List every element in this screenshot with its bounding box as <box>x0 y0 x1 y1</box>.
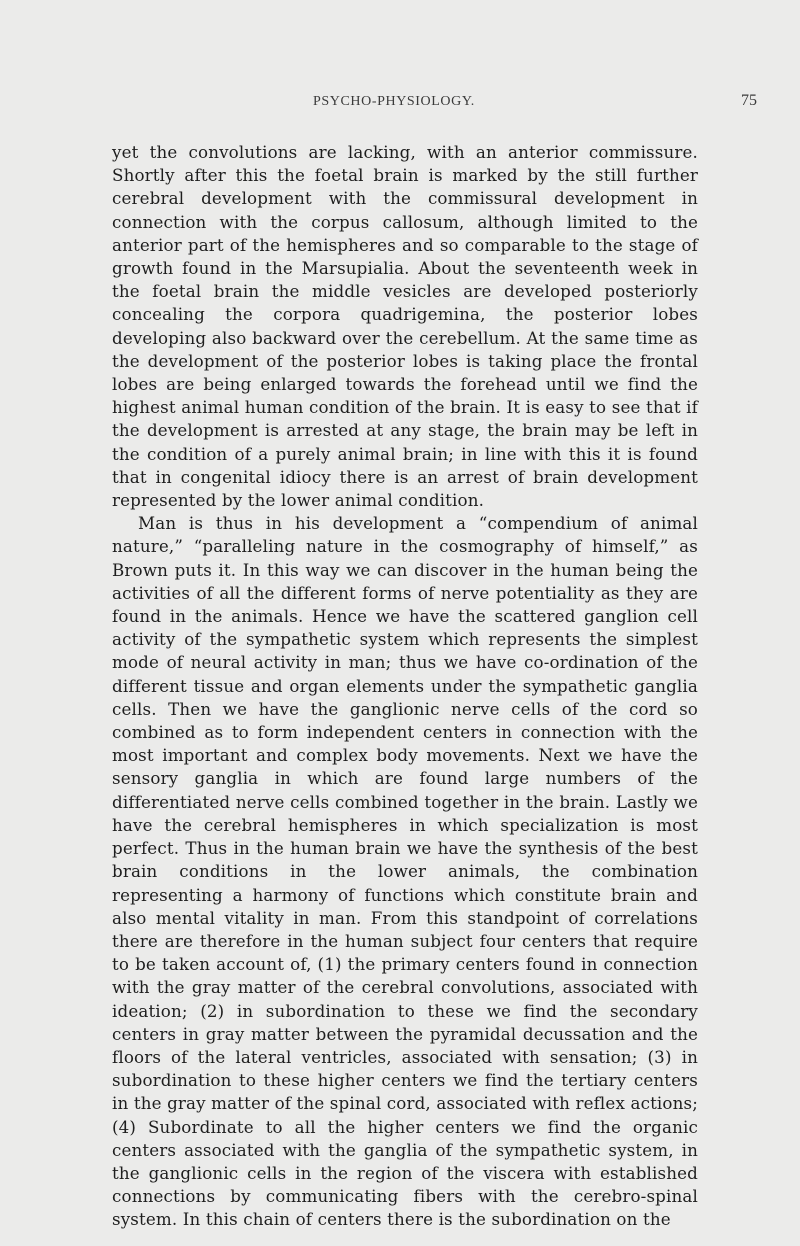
body-text <box>112 141 698 1232</box>
page-number: 75 <box>741 92 757 109</box>
paragraph-continued: yet the convolutions are lacking, with an anterior commissure. Shortly after this the foetal brain is marked by the still further cerebral development with the commissural development in connection with the corpus callosum, although limited to the anterior part of the hemispheres and so comparable to the stage of growth found in the Marsupialia. About the seventeenth week in the foetal brain the middle vesicles are developed posteriorly concealing the corpora quadrigemina, the posterior lobes developing also backward over the cerebellum. At the same time as the development of the posterior lobes is taking place the frontal lobes are being enlarged towards the forehead until we find the highest animal human condition of the brain. It is easy to see that if the development is arrested at any stage, the brain may be left in the condition of a purely animal brain; in line with this it is found that in congenital idiocy there is an arrest of brain development represented by the lower animal condition. <box>112 142 698 511</box>
running-title: PSYCHO-PHYSIOLOGY. <box>313 94 475 109</box>
running-head <box>0 94 800 114</box>
paragraph: Man is thus in his development a “compendium of animal nature,” “paralleling nature in the cosmography of himself,” as Brown puts it. In this way we can discover in the human being the activities of all the different forms of nerve potentiality as they are found in the animals. Hence we have the scattered ganglion cell activity of the sympathetic system which represents the simplest mode of neural activity in man; thus we have co-ordination of the different tissue and organ elements under the sympathetic ganglia cells. Then we have the ganglionic nerve cells of the cord so combined as to form independent centers in connection with the most important and complex body movements. Next we have the sensory ganglia in which are found large numbers of the differentiated nerve cells combined together in the brain. Lastly we have the cerebral hemispheres in which specialization is most perfect. Thus in the human brain we have the synthesis of the best brain conditions in the lower animals, the combination representing a harmony of functions which constitute brain and also mental vitality in man. From this standpoint of correlations there are therefore in the human subject four centers that require to be taken account of, (1) the primary centers found in connection with the gray matter of the cerebral convolutions, associated with ideation; (2) in subordination to these we find the secondary centers in gray matter between the pyramidal decussation and the floors of the lateral ventricles, associated with sensation; (3) in subordination to these higher centers we find the tertiary centers in the gray matter of the spinal cord, associated with reflex actions; (4) Subordinate to all the higher centers we find the organic centers associated with the ganglia of the sympathetic system, in the ganglionic cells in the region of the viscera with established connections by communicating fibers with the cerebro-spinal system. In this chain of centers there is the subordination on the <box>112 513 698 1230</box>
